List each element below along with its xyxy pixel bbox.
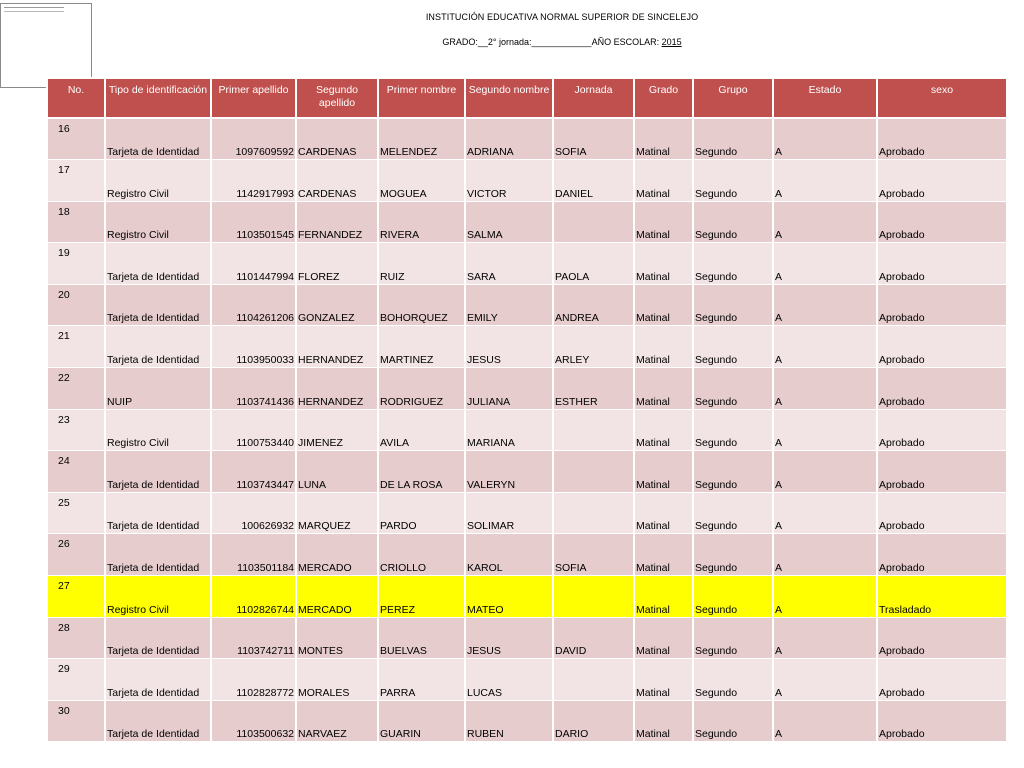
cell-grado: Segundo bbox=[693, 409, 773, 451]
cell-grupo: A bbox=[773, 243, 877, 285]
cell-segundo-apellido: CRIOLLO bbox=[378, 534, 465, 576]
cell-tipo: Registro Civil bbox=[105, 409, 211, 451]
col-header-primer-apellido: Primer apellido bbox=[211, 78, 296, 118]
cell-jornada: Matinal bbox=[634, 326, 693, 368]
cell-no: 19 bbox=[47, 243, 105, 285]
cell-segundo-nombre: DAVID bbox=[553, 617, 634, 659]
cell-segundo-nombre: SOFIA bbox=[553, 534, 634, 576]
cell-grupo: A bbox=[773, 201, 877, 243]
cell-grado: Segundo bbox=[693, 368, 773, 410]
cell-tipo: Registro Civil bbox=[105, 160, 211, 202]
cell-primer-apellido: GONZALEZ bbox=[296, 284, 378, 326]
col-header-estado: Estado bbox=[773, 78, 877, 118]
cell-grupo: A bbox=[773, 326, 877, 368]
cell-id-number: 1103500632 bbox=[211, 700, 296, 742]
cell-grupo: A bbox=[773, 534, 877, 576]
cell-jornada: Matinal bbox=[634, 284, 693, 326]
cell-tipo: Tarjeta de Identidad bbox=[105, 659, 211, 701]
cell-segundo-apellido: AVILA bbox=[378, 409, 465, 451]
cell-estado: Trasladado bbox=[877, 576, 1007, 618]
cell-estado: Aprobado bbox=[877, 659, 1007, 701]
cell-estado: Aprobado bbox=[877, 326, 1007, 368]
cell-estado: Aprobado bbox=[877, 492, 1007, 534]
col-header-segundo-nombre: Segundo nombre bbox=[465, 78, 553, 118]
cell-primer-nombre: JESUS bbox=[465, 326, 553, 368]
cell-grupo: A bbox=[773, 617, 877, 659]
cell-primer-nombre: JESUS bbox=[465, 617, 553, 659]
cell-grupo: A bbox=[773, 118, 877, 160]
cell-no: 23 bbox=[47, 409, 105, 451]
cell-primer-nombre: LUCAS bbox=[465, 659, 553, 701]
cell-segundo-nombre bbox=[553, 201, 634, 243]
cell-segundo-apellido: RIVERA bbox=[378, 201, 465, 243]
cell-primer-nombre: MATEO bbox=[465, 576, 553, 618]
cell-id-number: 1104261206 bbox=[211, 284, 296, 326]
cell-segundo-nombre: PAOLA bbox=[553, 243, 634, 285]
cell-primer-apellido: MERCADO bbox=[296, 576, 378, 618]
col-header-no: No. bbox=[47, 78, 105, 118]
cell-estado: Aprobado bbox=[877, 451, 1007, 493]
table-row bbox=[47, 368, 1007, 410]
grade-line-text: GRADO:__2° jornada:____________AÑO ESCOLAR: bbox=[442, 37, 662, 47]
cell-grupo: A bbox=[773, 409, 877, 451]
cell-id-number: 1101447994 bbox=[211, 243, 296, 285]
cell-grado: Segundo bbox=[693, 659, 773, 701]
cell-segundo-apellido: MOGUEA bbox=[378, 160, 465, 202]
cell-primer-nombre: VICTOR bbox=[465, 160, 553, 202]
cell-tipo: NUIP bbox=[105, 368, 211, 410]
cell-segundo-apellido: GUARIN bbox=[378, 700, 465, 742]
cell-primer-apellido: MERCADO bbox=[296, 534, 378, 576]
cell-grupo: A bbox=[773, 368, 877, 410]
cell-id-number: 1103501545 bbox=[211, 201, 296, 243]
cell-id-number: 1103741436 bbox=[211, 368, 296, 410]
school-year: 2015 bbox=[661, 37, 682, 47]
cell-segundo-apellido: PARDO bbox=[378, 492, 465, 534]
cell-jornada: Matinal bbox=[634, 576, 693, 618]
cell-no: 29 bbox=[47, 659, 105, 701]
cell-estado: Aprobado bbox=[877, 534, 1007, 576]
table-row bbox=[47, 118, 1007, 160]
cell-estado: Aprobado bbox=[877, 201, 1007, 243]
cell-jornada: Matinal bbox=[634, 534, 693, 576]
cell-grado: Segundo bbox=[693, 617, 773, 659]
cell-no: 20 bbox=[47, 284, 105, 326]
cell-primer-apellido: MONTES bbox=[296, 617, 378, 659]
cell-jornada: Matinal bbox=[634, 700, 693, 742]
cell-no: 26 bbox=[47, 534, 105, 576]
col-header-tipo: Tipo de identificación bbox=[105, 78, 211, 118]
cell-primer-apellido: LUNA bbox=[296, 451, 378, 493]
cell-primer-nombre: SOLIMAR bbox=[465, 492, 553, 534]
col-header-grado: Grado bbox=[634, 78, 693, 118]
cell-segundo-nombre: DARIO bbox=[553, 700, 634, 742]
cell-primer-nombre: MARIANA bbox=[465, 409, 553, 451]
cell-tipo: Tarjeta de Identidad bbox=[105, 326, 211, 368]
grade-line bbox=[0, 37, 1024, 47]
cell-segundo-nombre: ANDREA bbox=[553, 284, 634, 326]
table-row bbox=[47, 534, 1007, 576]
cell-grado: Segundo bbox=[693, 243, 773, 285]
cell-no: 18 bbox=[47, 201, 105, 243]
cell-id-number: 100626932 bbox=[211, 492, 296, 534]
table-row bbox=[47, 659, 1007, 701]
cell-segundo-apellido: RODRIGUEZ bbox=[378, 368, 465, 410]
cell-id-number: 1103742711 bbox=[211, 617, 296, 659]
cell-segundo-apellido: PEREZ bbox=[378, 576, 465, 618]
col-header-primer-nombre: Primer nombre bbox=[378, 78, 465, 118]
cell-grado: Segundo bbox=[693, 451, 773, 493]
cell-jornada: Matinal bbox=[634, 201, 693, 243]
cell-grado: Segundo bbox=[693, 118, 773, 160]
cell-segundo-nombre bbox=[553, 576, 634, 618]
cell-grado: Segundo bbox=[693, 326, 773, 368]
cell-grupo: A bbox=[773, 700, 877, 742]
cell-primer-apellido: NARVAEZ bbox=[296, 700, 378, 742]
cell-primer-nombre: JULIANA bbox=[465, 368, 553, 410]
cell-tipo: Tarjeta de Identidad bbox=[105, 243, 211, 285]
cell-estado: Aprobado bbox=[877, 243, 1007, 285]
cell-no: 25 bbox=[47, 492, 105, 534]
cell-no: 16 bbox=[47, 118, 105, 160]
cell-primer-apellido: HERNANDEZ bbox=[296, 368, 378, 410]
header-row bbox=[47, 78, 1007, 118]
cell-no: 21 bbox=[47, 326, 105, 368]
cell-segundo-apellido: MARTINEZ bbox=[378, 326, 465, 368]
cell-segundo-apellido: DE LA ROSA bbox=[378, 451, 465, 493]
cell-grado: Segundo bbox=[693, 700, 773, 742]
cell-id-number: 1100753440 bbox=[211, 409, 296, 451]
cell-segundo-apellido: MELENDEZ bbox=[378, 118, 465, 160]
cell-primer-nombre: VALERYN bbox=[465, 451, 553, 493]
institution-title: INSTITUCIÓN EDUCATIVA NORMAL SUPERIOR DE SINCELEJO bbox=[425, 12, 699, 22]
cell-primer-nombre: SALMA bbox=[465, 201, 553, 243]
col-header-segundo-apellido: Segundo apellido bbox=[296, 78, 378, 118]
cell-primer-apellido: CARDENAS bbox=[296, 160, 378, 202]
table-row bbox=[47, 284, 1007, 326]
table-row bbox=[47, 451, 1007, 493]
cell-jornada: Matinal bbox=[634, 243, 693, 285]
cell-grupo: A bbox=[773, 659, 877, 701]
cell-jornada: Matinal bbox=[634, 492, 693, 534]
cell-tipo: Tarjeta de Identidad bbox=[105, 451, 211, 493]
table-row bbox=[47, 160, 1007, 202]
cell-jornada: Matinal bbox=[634, 118, 693, 160]
cell-segundo-nombre bbox=[553, 409, 634, 451]
cell-grado: Segundo bbox=[693, 492, 773, 534]
cell-no: 17 bbox=[47, 160, 105, 202]
student-roster-table bbox=[46, 77, 1008, 742]
cell-segundo-apellido: PARRA bbox=[378, 659, 465, 701]
cell-grado: Segundo bbox=[693, 576, 773, 618]
table-row bbox=[47, 326, 1007, 368]
cell-id-number: 1097609592 bbox=[211, 118, 296, 160]
cell-segundo-nombre bbox=[553, 451, 634, 493]
table-row bbox=[47, 617, 1007, 659]
cell-tipo: Tarjeta de Identidad bbox=[105, 534, 211, 576]
cell-id-number: 1103743447 bbox=[211, 451, 296, 493]
cell-tipo: Tarjeta de Identidad bbox=[105, 118, 211, 160]
cell-estado: Aprobado bbox=[877, 617, 1007, 659]
cell-primer-nombre: KAROL bbox=[465, 534, 553, 576]
cell-id-number: 1142917993 bbox=[211, 160, 296, 202]
table-row bbox=[47, 700, 1007, 742]
cell-id-number: 1103950033 bbox=[211, 326, 296, 368]
cell-tipo: Tarjeta de Identidad bbox=[105, 492, 211, 534]
cell-no: 30 bbox=[47, 700, 105, 742]
cell-primer-nombre: RUBEN bbox=[465, 700, 553, 742]
table-row bbox=[47, 243, 1007, 285]
cell-id-number: 1103501184 bbox=[211, 534, 296, 576]
cell-jornada: Matinal bbox=[634, 368, 693, 410]
cell-grupo: A bbox=[773, 451, 877, 493]
cell-id-number: 1102828772 bbox=[211, 659, 296, 701]
cell-estado: Aprobado bbox=[877, 409, 1007, 451]
col-header-sexo: sexo bbox=[877, 78, 1007, 118]
cell-primer-apellido: FLOREZ bbox=[296, 243, 378, 285]
cell-segundo-apellido: BOHORQUEZ bbox=[378, 284, 465, 326]
cell-no: 28 bbox=[47, 617, 105, 659]
cell-jornada: Matinal bbox=[634, 617, 693, 659]
cell-no: 22 bbox=[47, 368, 105, 410]
roster-body bbox=[47, 118, 1007, 742]
cell-tipo: Tarjeta de Identidad bbox=[105, 284, 211, 326]
cell-estado: Aprobado bbox=[877, 118, 1007, 160]
cell-primer-apellido: CARDENAS bbox=[296, 118, 378, 160]
cell-segundo-apellido: BUELVAS bbox=[378, 617, 465, 659]
cell-primer-nombre: EMILY bbox=[465, 284, 553, 326]
cell-segundo-nombre bbox=[553, 659, 634, 701]
cell-primer-apellido: FERNANDEZ bbox=[296, 201, 378, 243]
cell-segundo-apellido: RUIZ bbox=[378, 243, 465, 285]
table-row bbox=[47, 492, 1007, 534]
cell-estado: Aprobado bbox=[877, 368, 1007, 410]
cell-no: 24 bbox=[47, 451, 105, 493]
cell-segundo-nombre: ARLEY bbox=[553, 326, 634, 368]
cell-grupo: A bbox=[773, 284, 877, 326]
cell-grado: Segundo bbox=[693, 534, 773, 576]
cell-grado: Segundo bbox=[693, 201, 773, 243]
cell-segundo-nombre: SOFIA bbox=[553, 118, 634, 160]
cell-primer-apellido: JIMENEZ bbox=[296, 409, 378, 451]
cell-segundo-nombre: DANIEL bbox=[553, 160, 634, 202]
cell-tipo: Tarjeta de Identidad bbox=[105, 700, 211, 742]
cell-tipo: Registro Civil bbox=[105, 201, 211, 243]
cell-primer-apellido: HERNANDEZ bbox=[296, 326, 378, 368]
cell-grupo: A bbox=[773, 160, 877, 202]
cell-jornada: Matinal bbox=[634, 659, 693, 701]
cell-tipo: Registro Civil bbox=[105, 576, 211, 618]
table-row-highlighted bbox=[47, 576, 1007, 618]
cell-jornada: Matinal bbox=[634, 451, 693, 493]
col-header-grupo: Grupo bbox=[693, 78, 773, 118]
cell-estado: Aprobado bbox=[877, 160, 1007, 202]
cell-grado: Segundo bbox=[693, 160, 773, 202]
cell-estado: Aprobado bbox=[877, 284, 1007, 326]
cell-jornada: Matinal bbox=[634, 409, 693, 451]
cell-tipo: Tarjeta de Identidad bbox=[105, 617, 211, 659]
cell-grado: Segundo bbox=[693, 284, 773, 326]
table-row bbox=[47, 201, 1007, 243]
cell-primer-nombre: SARA bbox=[465, 243, 553, 285]
cell-no: 27 bbox=[47, 576, 105, 618]
cell-segundo-nombre bbox=[553, 492, 634, 534]
cell-grupo: A bbox=[773, 492, 877, 534]
col-header-jornada: Jornada bbox=[553, 78, 634, 118]
table-row bbox=[47, 409, 1007, 451]
cell-primer-apellido: MORALES bbox=[296, 659, 378, 701]
cell-jornada: Matinal bbox=[634, 160, 693, 202]
cell-id-number: 1102826744 bbox=[211, 576, 296, 618]
cell-segundo-nombre: ESTHER bbox=[553, 368, 634, 410]
cell-primer-nombre: ADRIANA bbox=[465, 118, 553, 160]
cell-grupo: A bbox=[773, 576, 877, 618]
cell-estado: Aprobado bbox=[877, 700, 1007, 742]
cell-primer-apellido: MARQUEZ bbox=[296, 492, 378, 534]
